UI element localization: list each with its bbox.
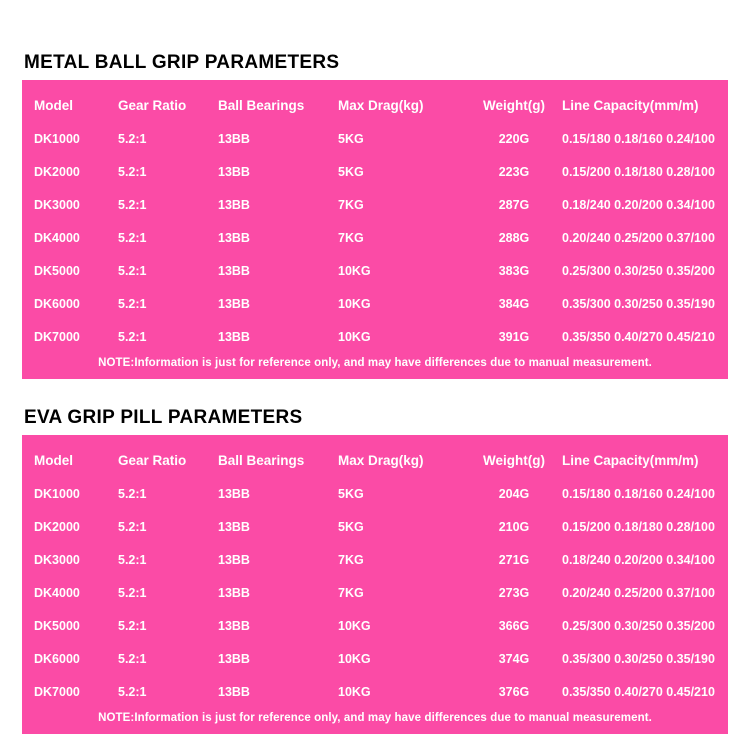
cell-max-drag: 7KG [338,230,364,245]
cell-weight: 271G [498,552,530,567]
column-header-weight: Weight(g) [483,452,545,468]
cell-line-capacity: 0.20/240 0.25/200 0.37/100 [562,585,715,600]
column-header-gear-ratio: Gear Ratio [118,452,187,468]
table-row [22,221,740,254]
cell-model: DK6000 [34,296,80,311]
cell-model: DK7000 [34,684,80,699]
section-title: EVA GRIP PILL PARAMETERS [24,407,303,428]
cell-line-capacity: 0.35/300 0.30/250 0.35/190 [562,296,715,311]
cell-gear-ratio: 5.2:1 [118,230,147,245]
cell-model: DK4000 [34,230,80,245]
cell-weight: 287G [498,197,530,212]
column-header-line-capacity: Line Capacity(mm/m) [562,97,699,113]
table-row [22,543,740,576]
cell-line-capacity: 0.35/300 0.30/250 0.35/190 [562,651,715,666]
cell-gear-ratio: 5.2:1 [118,585,147,600]
cell-max-drag: 7KG [338,552,364,567]
cell-line-capacity: 0.35/350 0.40/270 0.45/210 [562,329,715,344]
column-header-ball-bearings: Ball Bearings [218,452,305,468]
section-eva-grip-pill [22,407,728,734]
cell-ball-bearings: 13BB [218,263,250,278]
cell-gear-ratio: 5.2:1 [118,164,147,179]
column-header-model: Model [34,97,73,113]
table-note: NOTE:Information is just for reference only, and may have differences due to manual measurement. [98,357,652,369]
section-title: METAL BALL GRIP PARAMETERS [24,52,340,73]
cell-ball-bearings: 13BB [218,296,250,311]
table-row [22,254,740,287]
top-spacer [22,0,728,52]
table-note: NOTE:Information is just for reference only, and may have differences due to manual measurement. [98,712,652,724]
cell-model: DK5000 [34,263,80,278]
cell-line-capacity: 0.15/200 0.18/180 0.28/100 [562,164,715,179]
cell-gear-ratio: 5.2:1 [118,552,147,567]
cell-line-capacity: 0.20/240 0.25/200 0.37/100 [562,230,715,245]
cell-max-drag: 10KG [338,684,371,699]
cell-ball-bearings: 13BB [218,197,250,212]
cell-weight: 220G [498,131,530,146]
table-row [22,675,740,708]
table-header-row [22,86,740,122]
table-body [22,477,740,708]
cell-max-drag: 10KG [338,296,371,311]
cell-ball-bearings: 13BB [218,329,250,344]
cell-max-drag: 5KG [338,164,364,179]
cell-max-drag: 5KG [338,519,364,534]
cell-weight: 376G [498,684,530,699]
cell-weight: 383G [498,263,530,278]
cell-model: DK5000 [34,618,80,633]
section-metal-ball-grip [22,52,728,379]
cell-gear-ratio: 5.2:1 [118,263,147,278]
cell-line-capacity: 0.18/240 0.20/200 0.34/100 [562,197,715,212]
table-row [22,510,740,543]
cell-ball-bearings: 13BB [218,651,250,666]
cell-max-drag: 7KG [338,585,364,600]
cell-ball-bearings: 13BB [218,164,250,179]
cell-ball-bearings: 13BB [218,552,250,567]
cell-gear-ratio: 5.2:1 [118,131,147,146]
column-header-ball-bearings: Ball Bearings [218,97,305,113]
table-row [22,287,740,320]
cell-weight: 366G [498,618,530,633]
cell-model: DK4000 [34,585,80,600]
table-header-row [22,441,740,477]
table-row [22,122,740,155]
cell-gear-ratio: 5.2:1 [118,684,147,699]
cell-line-capacity: 0.18/240 0.20/200 0.34/100 [562,552,715,567]
cell-weight: 391G [498,329,530,344]
column-header-model: Model [34,452,73,468]
cell-ball-bearings: 13BB [218,519,250,534]
column-header-weight: Weight(g) [483,97,545,113]
cell-ball-bearings: 13BB [218,486,250,501]
cell-weight: 384G [498,296,530,311]
parameters-table [22,86,740,353]
cell-line-capacity: 0.15/200 0.18/180 0.28/100 [562,519,715,534]
cell-model: DK2000 [34,164,80,179]
cell-model: DK6000 [34,651,80,666]
cell-max-drag: 10KG [338,263,371,278]
cell-max-drag: 10KG [338,618,371,633]
cell-line-capacity: 0.25/300 0.30/250 0.35/200 [562,618,715,633]
cell-line-capacity: 0.15/180 0.18/160 0.24/100 [562,131,715,146]
cell-line-capacity: 0.35/350 0.40/270 0.45/210 [562,684,715,699]
table-body [22,122,740,353]
cell-weight: 204G [498,486,530,501]
cell-gear-ratio: 5.2:1 [118,296,147,311]
table-row [22,155,740,188]
cell-max-drag: 5KG [338,486,364,501]
cell-line-capacity: 0.15/180 0.18/160 0.24/100 [562,486,715,501]
cell-weight: 223G [498,164,530,179]
column-header-gear-ratio: Gear Ratio [118,97,187,113]
cell-model: DK3000 [34,197,80,212]
cell-gear-ratio: 5.2:1 [118,651,147,666]
cell-model: DK2000 [34,519,80,534]
table-header [22,441,740,477]
table-row [22,609,740,642]
parameters-table-card [22,435,728,734]
cell-ball-bearings: 13BB [218,618,250,633]
cell-gear-ratio: 5.2:1 [118,519,147,534]
table-row [22,188,740,221]
parameters-table-card [22,80,728,379]
cell-model: DK1000 [34,131,80,146]
table-header [22,86,740,122]
cell-max-drag: 5KG [338,131,364,146]
cell-weight: 374G [498,651,530,666]
cell-model: DK7000 [34,329,80,344]
cell-ball-bearings: 13BB [218,585,250,600]
parameters-table [22,441,740,708]
cell-model: DK1000 [34,486,80,501]
cell-ball-bearings: 13BB [218,131,250,146]
cell-weight: 273G [498,585,530,600]
column-header-line-capacity: Line Capacity(mm/m) [562,452,699,468]
section-spacer [22,379,728,407]
cell-model: DK3000 [34,552,80,567]
cell-weight: 288G [498,230,530,245]
cell-weight: 210G [498,519,530,534]
cell-gear-ratio: 5.2:1 [118,197,147,212]
table-row [22,576,740,609]
column-header-max-drag: Max Drag(kg) [338,452,424,468]
cell-ball-bearings: 13BB [218,684,250,699]
cell-gear-ratio: 5.2:1 [118,329,147,344]
cell-ball-bearings: 13BB [218,230,250,245]
cell-max-drag: 7KG [338,197,364,212]
cell-gear-ratio: 5.2:1 [118,618,147,633]
cell-max-drag: 10KG [338,651,371,666]
column-header-max-drag: Max Drag(kg) [338,97,424,113]
cell-gear-ratio: 5.2:1 [118,486,147,501]
table-row [22,477,740,510]
cell-max-drag: 10KG [338,329,371,344]
table-row [22,642,740,675]
table-row [22,320,740,353]
cell-line-capacity: 0.25/300 0.30/250 0.35/200 [562,263,715,278]
